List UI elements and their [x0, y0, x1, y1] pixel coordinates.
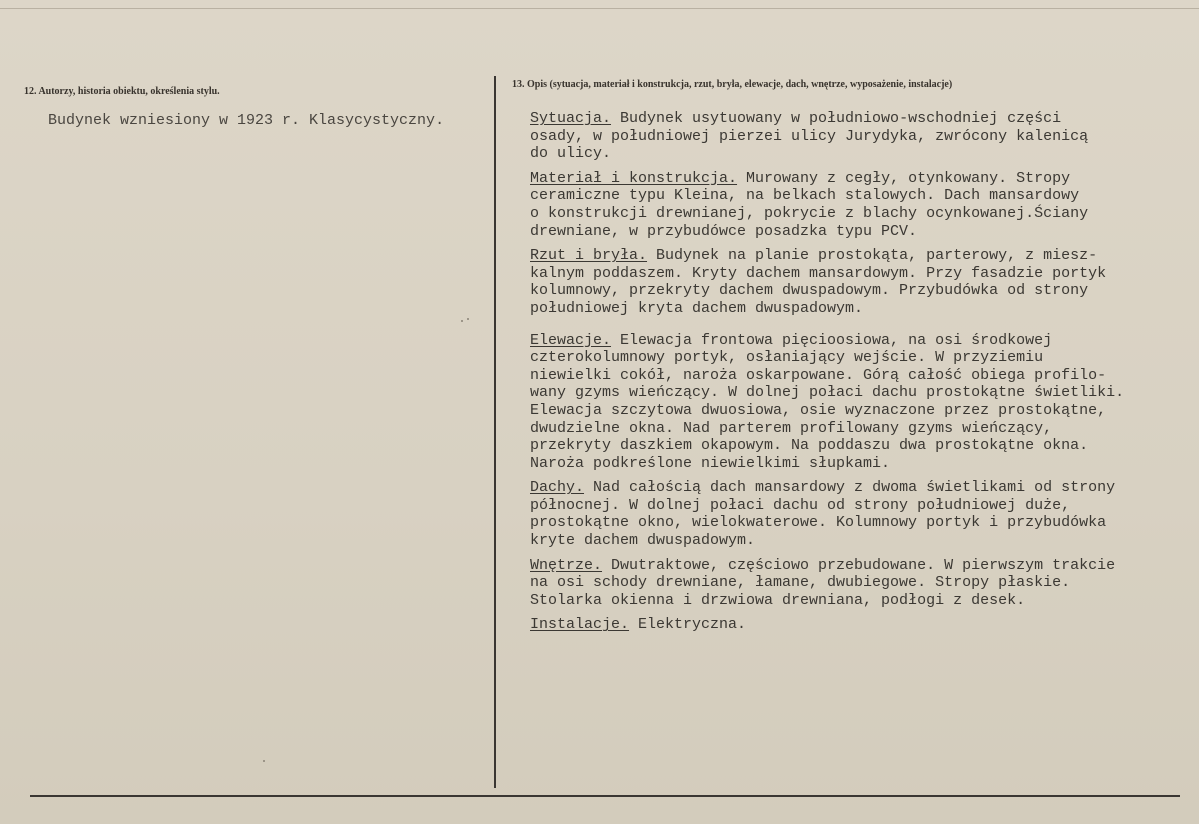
section-text: Dwutraktowe, częściowo przebudowane. W pierwszym trakcie: [602, 556, 1116, 574]
section-text: Elektryczna.: [629, 616, 747, 634]
section-keyword: Dachy.: [530, 479, 585, 497]
section-line: Naroża podkreślone niewielkimi słupkami.: [530, 454, 891, 472]
section-line: południowej kryta dachem dwuspadowym.: [530, 299, 864, 317]
section-line: północnej. W dolnej połaci dachu od strony południowej duże,: [530, 496, 1071, 514]
section-line: prostokątne okno, wielokwaterowe. Kolumnowy portyk i przybudówka: [530, 514, 1107, 532]
section-line: osady, w południowej pierzei ulicy Jurydyka, zwrócony kalenicą: [530, 127, 1089, 145]
section-line: o konstrukcji drewnianej, pokrycie z blachy ocynkowanej.Ściany: [530, 204, 1089, 222]
section-line: drewniane, w przybudówce posadzka typu PCV.: [530, 222, 918, 240]
description-column: [530, 110, 1192, 641]
section-keyword: Wnętrze.: [530, 556, 603, 574]
section-line: kryte dachem dwuspadowym.: [530, 532, 756, 550]
section-keyword: Instalacje.: [530, 616, 630, 634]
section-line: Stolarka okienna i drzwiowa drewniana, podłogi z desek.: [530, 591, 1026, 609]
section-line: przekryty daszkiem okapowym. Na poddaszu dwa prostokątne okna.: [530, 437, 1089, 455]
section-first-line: [530, 332, 1192, 350]
paper-speck: [461, 320, 463, 322]
section-text: Elewacja frontowa pięcioosiowa, na osi środkowej: [611, 331, 1053, 349]
section-first-line: [530, 110, 1192, 128]
section-line: niewielki cokół, naroża oskarpowane. Górą całość obiega profilo-: [530, 366, 1107, 384]
section-keyword: Sytuacja.: [530, 110, 612, 127]
section-instalacje: [530, 616, 1192, 634]
section-wnetrze: [530, 557, 1192, 610]
card-top-edge: [0, 8, 1199, 9]
section-line: kalnym poddaszem. Kryty dachem mansardowym. Przy fasadzie portyk: [530, 264, 1107, 282]
section-text: Budynek usytuowany w południowo-wschodniej części: [611, 110, 1062, 127]
section-rzut: [530, 247, 1192, 317]
section-line: dwudzielne okna. Nad parterem profilowany gzyms wieńczący,: [530, 419, 1053, 437]
section-material: [530, 170, 1192, 240]
section-first-line: [530, 616, 1192, 634]
section-text: Nad całością dach mansardowy z dwoma świetlikami od strony: [584, 479, 1116, 497]
section-text: Budynek na planie prostokąta, parterowy, z miesz-: [647, 247, 1098, 265]
section-keyword: Materiał i konstrukcja.: [530, 169, 738, 187]
bottom-rule: [30, 795, 1180, 797]
section-first-line: [530, 247, 1192, 265]
section-sytuacja: [530, 110, 1192, 163]
section-elewacje: [530, 332, 1192, 473]
section-keyword: Elewacje.: [530, 331, 612, 349]
section-first-line: [530, 557, 1192, 575]
section-text: Murowany z cegły, otynkowany. Stropy: [737, 169, 1071, 187]
section-line: na osi schody drewniane, łamane, dwubiegowe. Stropy płaskie.: [530, 574, 1071, 592]
section-line: wany gzyms wieńczący. W dolnej połaci dachu prostokątne świetliki.: [530, 384, 1125, 402]
paper-speck: [467, 318, 469, 320]
history-text: Budynek wzniesiony w 1923 r. Klasycystyczny.: [48, 112, 445, 129]
section-line: kolumnowy, przekryty dachem dwuspadowym. Przybudówka od strony: [530, 282, 1089, 300]
field-13-label: 13. Opis (sytuacja, materiał i konstrukcja, rzut, bryła, elewacje, dach, wnętrze, wyposażenie, instalacje): [512, 79, 953, 90]
section-line: czterokolumnowy portyk, osłaniający wejście. W przyziemiu: [530, 349, 1044, 367]
section-first-line: [530, 479, 1192, 497]
field-12-label: 12. Autorzy, historia obiektu, określenia stylu.: [24, 86, 220, 97]
section-line: Elewacja szczytowa dwuosiowa, osie wyznaczone przez prostokątne,: [530, 401, 1107, 419]
paper-speck: [263, 760, 265, 762]
section-line: do ulicy.: [530, 145, 612, 163]
section-line: ceramiczne typu Kleina, na belkach stalowych. Dach mansardowy: [530, 187, 1080, 205]
column-divider: [494, 76, 496, 788]
section-keyword: Rzut i bryła.: [530, 247, 648, 265]
section-first-line: [530, 170, 1192, 188]
section-dachy: [530, 479, 1192, 549]
